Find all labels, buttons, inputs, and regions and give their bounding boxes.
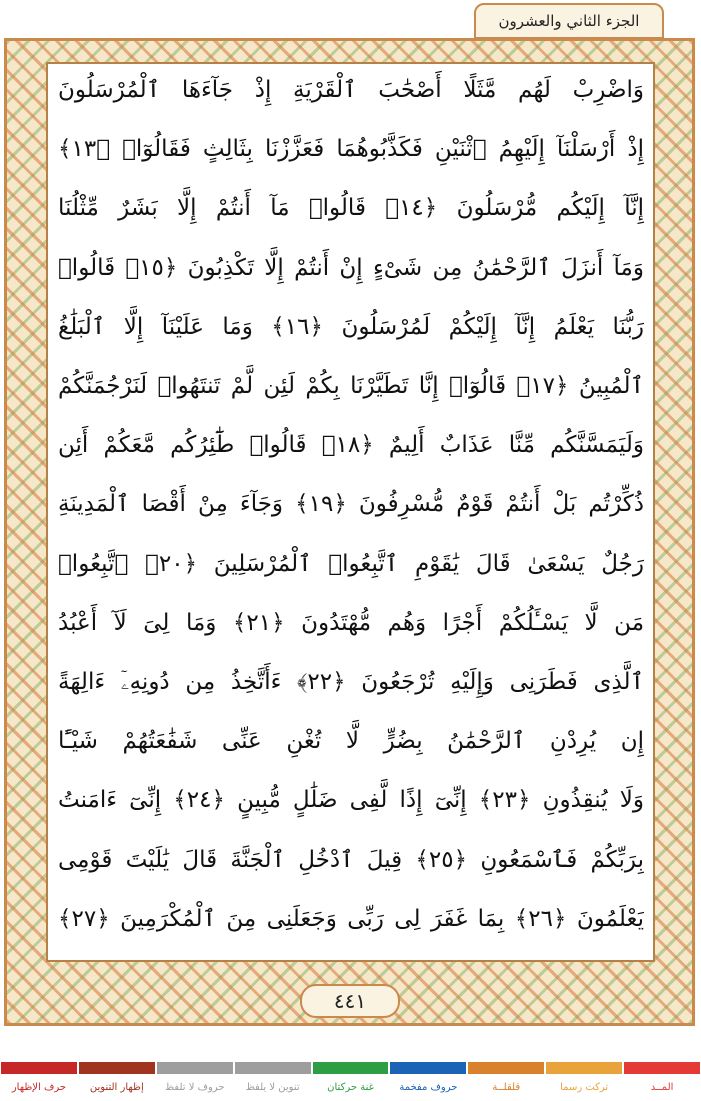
legend-labels — [0, 1078, 701, 1098]
page-number-box — [300, 984, 400, 1018]
legend-label: تنوين لا يلفظ — [245, 1082, 300, 1093]
legend-color-bar — [1, 1062, 77, 1074]
legend-label: إظهار التنوين — [89, 1082, 144, 1093]
legend-label: قلقلــة — [492, 1082, 521, 1093]
legend-color-bar — [468, 1062, 544, 1074]
verse-line: إِن يُرِدْنِ ٱلرَّحْمَٰنُ بِضُرٍّ لَّا تُغْنِ عَنِّى شَفَٰعَتُهُمْ شَيْـًٔا — [58, 728, 644, 755]
verse-line: مَن لَّا يَسْـَٔلُكُمْ أَجْرًا وَهُم مُّهْتَدُونَ ﴿٢١﴾ وَمَا لِىَ لَآ أَعْبُدُ — [58, 609, 644, 636]
legend-color-bar — [235, 1062, 311, 1074]
verse-line: بِرَبِّكُمْ فَٱسْمَعُونِ ﴿٢٥﴾ قِيلَ ٱدْخُلِ ٱلْجَنَّةَ قَالَ يَٰلَيْتَ قَوْمِى — [58, 846, 644, 873]
legend-color-bar — [313, 1062, 389, 1074]
verse-line: ٱلْمُبِينُ ﴿١٧﴾ قَالُوٓا۟ إِنَّا تَطَيَّرْنَا بِكُمْ لَئِن لَّمْ تَنتَهُوا۟ لَنَرْجُمَنَّكُمْ — [58, 373, 644, 399]
verse-line: وَمَآ أَنزَلَ ٱلرَّحْمَٰنُ مِن شَىْءٍ إِنْ أَنتُمْ إِلَّا تَكْذِبُونَ ﴿١٥﴾ قَالُوا۟ — [58, 254, 644, 281]
legend-color-bar — [546, 1062, 622, 1074]
legend-label: حرف الإظهار — [11, 1082, 67, 1093]
page-number: ٤٤١ — [333, 989, 367, 1013]
legend-color-bar — [79, 1062, 155, 1074]
verse-lines — [58, 66, 644, 956]
legend-label: حروف مفخمة — [399, 1082, 458, 1093]
legend-label: المــد — [650, 1082, 674, 1093]
legend-color-bars — [0, 1062, 701, 1074]
legend-color-bar — [157, 1062, 233, 1074]
juz-header — [474, 3, 664, 39]
tajweed-legend — [0, 1062, 701, 1101]
verse-line: ٱلَّذِى فَطَرَنِى وَإِلَيْهِ تُرْجَعُونَ ﴿٢٢﴾ ءَأَتَّخِذُ مِن دُونِهِۦٓ ءَالِهَةً — [58, 669, 644, 695]
legend-color-bar — [390, 1062, 466, 1074]
verse-line: إِنَّآ إِلَيْكُم مُّرْسَلُونَ ﴿١٤﴾ قَالُوا۟ مَآ أَنتُمْ إِلَّا بَشَرٌ مِّثْلُنَا — [58, 195, 644, 222]
verse-line: ذُكِّرْتُم بَلْ أَنتُمْ قَوْمٌ مُّسْرِفُونَ ﴿١٩﴾ وَجَآءَ مِنْ أَقْصَا ٱلْمَدِينَةِ — [58, 491, 644, 518]
verse-line: وَلَا يُنقِذُونِ ﴿٢٣﴾ إِنِّىٓ إِذًا لَّفِى ضَلَٰلٍ مُّبِينٍ ﴿٢٤﴾ إِنِّىٓ ءَامَنتُ — [58, 787, 644, 814]
legend-label: تركت رسما — [560, 1082, 609, 1093]
legend-color-bar — [624, 1062, 700, 1074]
verse-line: وَلَيَمَسَّنَّكُم مِّنَّا عَذَابٌ أَلِيمٌ ﴿١٨﴾ قَالُوا۟ طَٰٓئِرُكُم مَّعَكُمْ أَئِن — [58, 432, 644, 459]
verse-line: وَاضْرِبْ لَهُم مَّثَلًا أَصْحَٰبَ ٱلْقَرْيَةِ إِذْ جَآءَهَا ٱلْمُرْسَلُونَ — [58, 77, 644, 103]
verse-line: إِذْ أَرْسَلْنَآ إِلَيْهِمُ ٱثْنَيْنِ فَكَذَّبُوهُمَا فَعَزَّزْنَا بِثَالِثٍ فَقَالُوٓا۟ ﴿١٣﴾ — [58, 136, 644, 163]
verse-line: رَبُّنَا يَعْلَمُ إِنَّآ إِلَيْكُمْ لَمُرْسَلُونَ ﴿١٦﴾ وَمَا عَلَيْنَآ إِلَّا ٱلْبَلَٰغُ — [58, 313, 644, 340]
verse-line: رَجُلٌ يَسْعَىٰ قَالَ يَٰقَوْمِ ٱتَّبِعُوا۟ ٱلْمُرْسَلِينَ ﴿٢٠﴾ ٱتَّبِعُوا۟ — [58, 550, 644, 577]
legend-label: غنة حركتان — [327, 1082, 374, 1093]
legend-label: حروف لا تلفظ — [164, 1082, 225, 1093]
verse-line: يَعْلَمُونَ ﴿٢٦﴾ بِمَا غَفَرَ لِى رَبِّى وَجَعَلَنِى مِنَ ٱلْمُكْرَمِينَ ﴿٢٧﴾ — [58, 905, 644, 932]
juz-title: الجزء الثاني والعشرون — [498, 12, 640, 30]
